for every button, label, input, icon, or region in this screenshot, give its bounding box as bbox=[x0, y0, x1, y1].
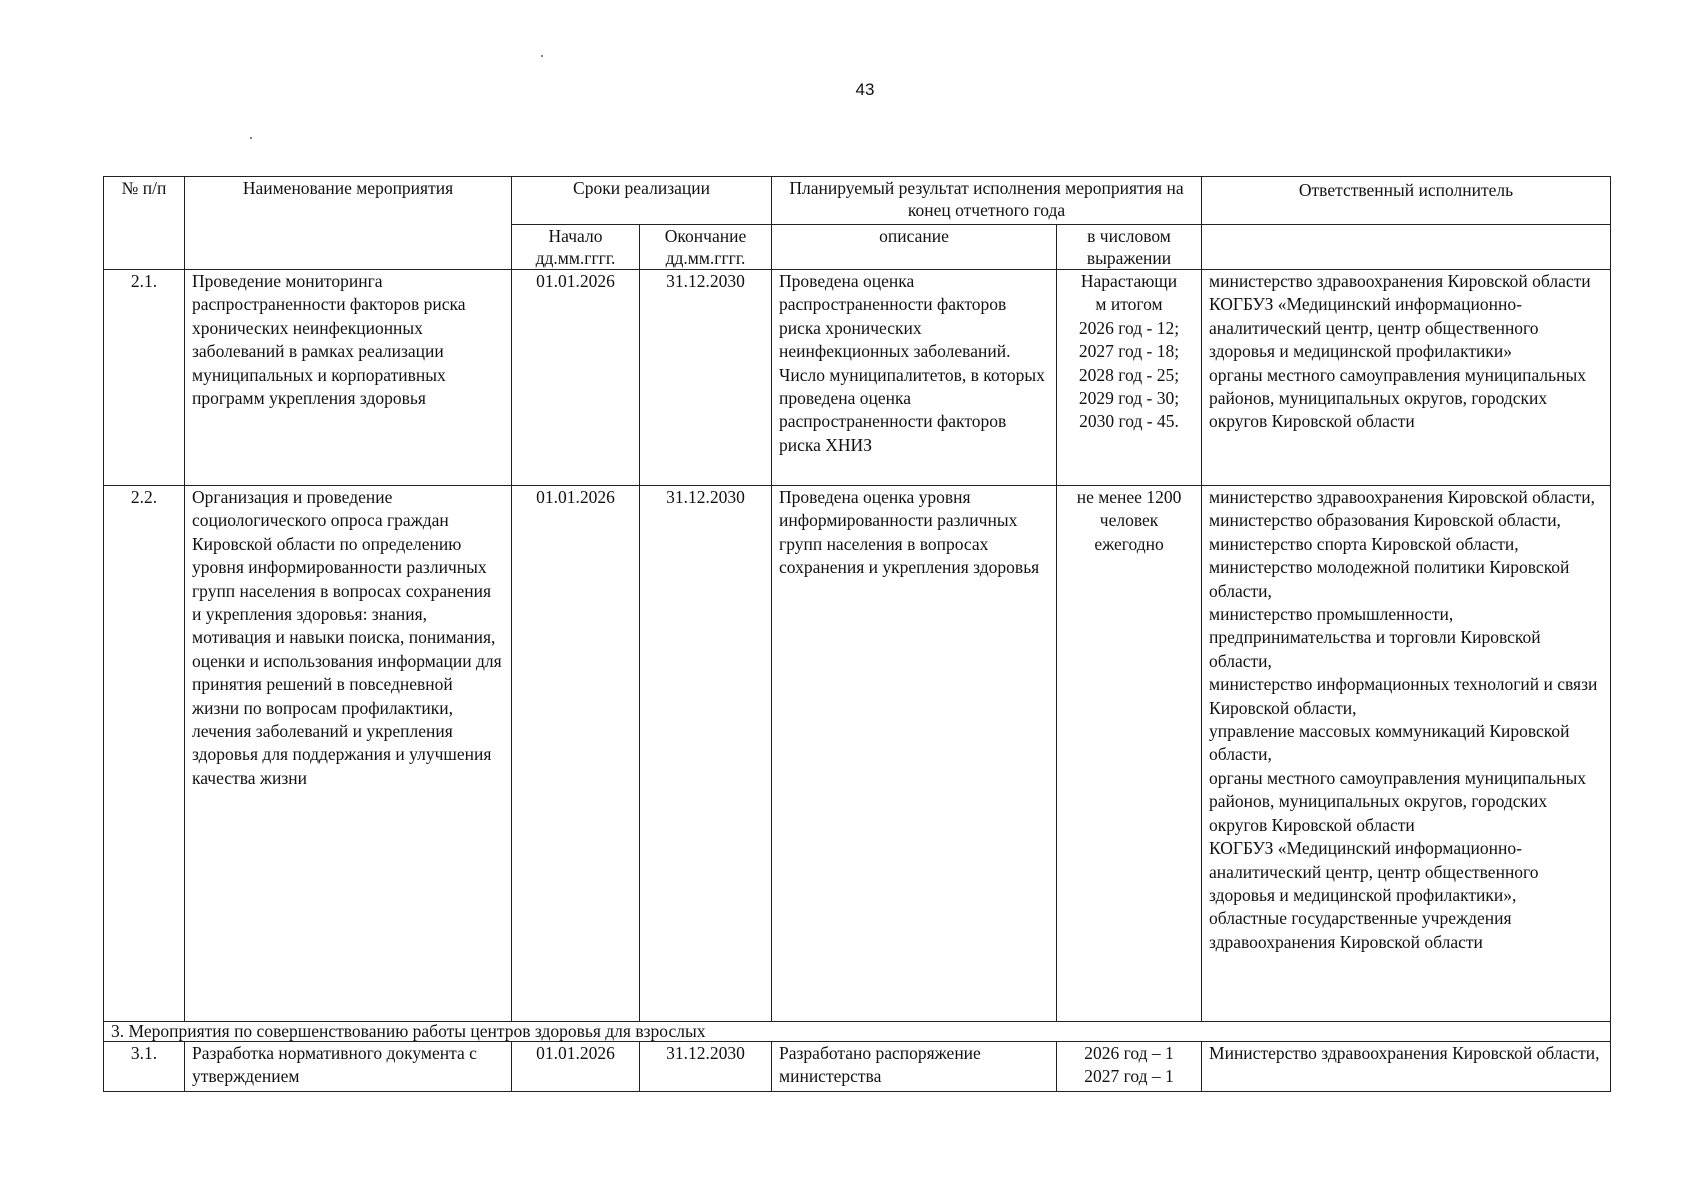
table-row bbox=[104, 1042, 1611, 1092]
responsible-line: органы местного самоуправления муниципальных районов, муниципальных округов, городских округов Кировской области bbox=[1209, 364, 1587, 432]
value-line: Нарастающи bbox=[1080, 271, 1178, 291]
row-end: 31.12.2030 bbox=[640, 270, 772, 486]
header-responsible: Ответственный исполнитель bbox=[1202, 177, 1611, 225]
header-responsible-empty bbox=[1202, 225, 1611, 270]
value-line: человек bbox=[1099, 510, 1159, 531]
row-name: Разработка нормативного документа с утверждением bbox=[185, 1042, 512, 1092]
header-end bbox=[640, 225, 772, 270]
row-num: 3.1. bbox=[104, 1042, 185, 1092]
row-value bbox=[1057, 486, 1202, 1022]
row-num: 2.2. bbox=[104, 486, 185, 1022]
value-line: 2027 год - 18; bbox=[1078, 341, 1180, 362]
header-result: Планируемый результат исполнения мероприятия на конец отчетного года bbox=[772, 177, 1202, 225]
value-line: м итогом bbox=[1095, 294, 1163, 315]
value-line: не менее 1200 bbox=[1076, 487, 1182, 507]
responsible-line: КОГБУЗ «Медицинский информационно-аналитический центр, центр общественного здоровья и медицинской профилактики», bbox=[1209, 838, 1539, 905]
table-row bbox=[104, 486, 1611, 1022]
row-desc: Проведена оценка распространенности факторов риска хронических неинфекционных заболеваний. Число муниципалитетов, в которых проведена оценка распространенности факторов риска ХНИЗ bbox=[772, 270, 1057, 486]
row-name: Организация и проведение социологического опроса граждан Кировской области по определению уровня информированности различных групп населения в вопросах сохранения и укрепления здоровья: знания, мотивация и навыки поиска, понимания, оценки и использования информации для принятия решений в повседневной жизни по вопросам профилактики, лечения заболеваний и укрепления здоровья для поддержания и улучшения качества жизни bbox=[185, 486, 512, 1022]
row-end: 31.12.2030 bbox=[640, 1042, 772, 1092]
responsible-line: министерство информационных технологий и связи Кировской области, bbox=[1209, 674, 1598, 718]
section-title: 3. Мероприятия по совершенствованию работы центров здоровья для взрослых bbox=[104, 1022, 1611, 1042]
value-line: 2030 год - 45. bbox=[1079, 411, 1179, 432]
responsible-line: министерство спорта Кировской области, bbox=[1209, 533, 1519, 554]
header-result-desc: описание bbox=[772, 225, 1057, 270]
page-number: 43 bbox=[855, 80, 875, 99]
section-row bbox=[104, 1022, 1611, 1042]
table-row bbox=[104, 270, 1611, 486]
row-name: Проведение мониторинга распространенности факторов риска хронических неинфекционных заболеваний в рамках реализации муниципальных и корпоративных программ укрепления здоровья bbox=[185, 270, 512, 486]
row-responsible bbox=[1202, 486, 1611, 1022]
row-value bbox=[1057, 270, 1202, 486]
row-responsible: Министерство здравоохранения Кировской области, bbox=[1202, 1042, 1611, 1092]
row-num: 2.1. bbox=[104, 270, 185, 486]
responsible-line: КОГБУЗ «Медицинский информационно-аналитический центр, центр общественного здоровья и медицинской профилактики» bbox=[1209, 294, 1539, 362]
value-line: ежегодно bbox=[1094, 533, 1164, 554]
responsible-line: министерство образования Кировской области, bbox=[1209, 510, 1561, 531]
header-dates: Сроки реализации bbox=[512, 177, 772, 225]
scan-speck bbox=[541, 55, 543, 57]
value-line: 2027 год – 1 bbox=[1084, 1066, 1174, 1087]
responsible-line: министерство здравоохранения Кировской области bbox=[1209, 271, 1591, 291]
value-line: 2029 год - 30; bbox=[1078, 388, 1180, 409]
header-end-label: Окончание bbox=[664, 226, 747, 246]
activities-table bbox=[103, 176, 1611, 1092]
value-line: 2026 год - 12; bbox=[1078, 317, 1180, 338]
responsible-line: министерство промышленности, предпринимательства и торговли Кировской области, bbox=[1209, 604, 1541, 671]
row-value bbox=[1057, 1042, 1202, 1092]
header-result-value: в числовом выражении bbox=[1057, 225, 1202, 270]
responsible-line: органы местного самоуправления муниципальных районов, муниципальных округов, городских округов Кировской области bbox=[1209, 767, 1587, 835]
header-start-format: дд.мм.гггг. bbox=[535, 248, 616, 268]
header-name: Наименование мероприятия bbox=[185, 177, 512, 270]
responsible-line: министерство здравоохранения Кировской области, bbox=[1209, 487, 1596, 507]
row-start: 01.01.2026 bbox=[512, 270, 640, 486]
header-start-label: Начало bbox=[548, 226, 603, 246]
row-start: 01.01.2026 bbox=[512, 1042, 640, 1092]
header-start bbox=[512, 225, 640, 270]
row-start: 01.01.2026 bbox=[512, 486, 640, 1022]
responsible-line: министерство молодежной политики Кировской области, bbox=[1209, 557, 1570, 601]
responsible-line: управление массовых коммуникаций Кировской области, bbox=[1209, 721, 1570, 765]
row-desc: Проведена оценка уровня информированности различных групп населения в вопросах сохранения и укрепления здоровья bbox=[772, 486, 1057, 1022]
value-line: 2026 год – 1 bbox=[1084, 1043, 1174, 1063]
row-end: 31.12.2030 bbox=[640, 486, 772, 1022]
row-desc: Разработано распоряжение министерства bbox=[772, 1042, 1057, 1092]
header-num: № п/п bbox=[104, 177, 185, 270]
header-end-format: дд.мм.гггг. bbox=[665, 248, 746, 268]
row-responsible bbox=[1202, 270, 1611, 486]
value-line: 2028 год - 25; bbox=[1078, 364, 1180, 385]
responsible-line: областные государственные учреждения здравоохранения Кировской области bbox=[1209, 908, 1512, 952]
scan-speck bbox=[250, 137, 252, 139]
